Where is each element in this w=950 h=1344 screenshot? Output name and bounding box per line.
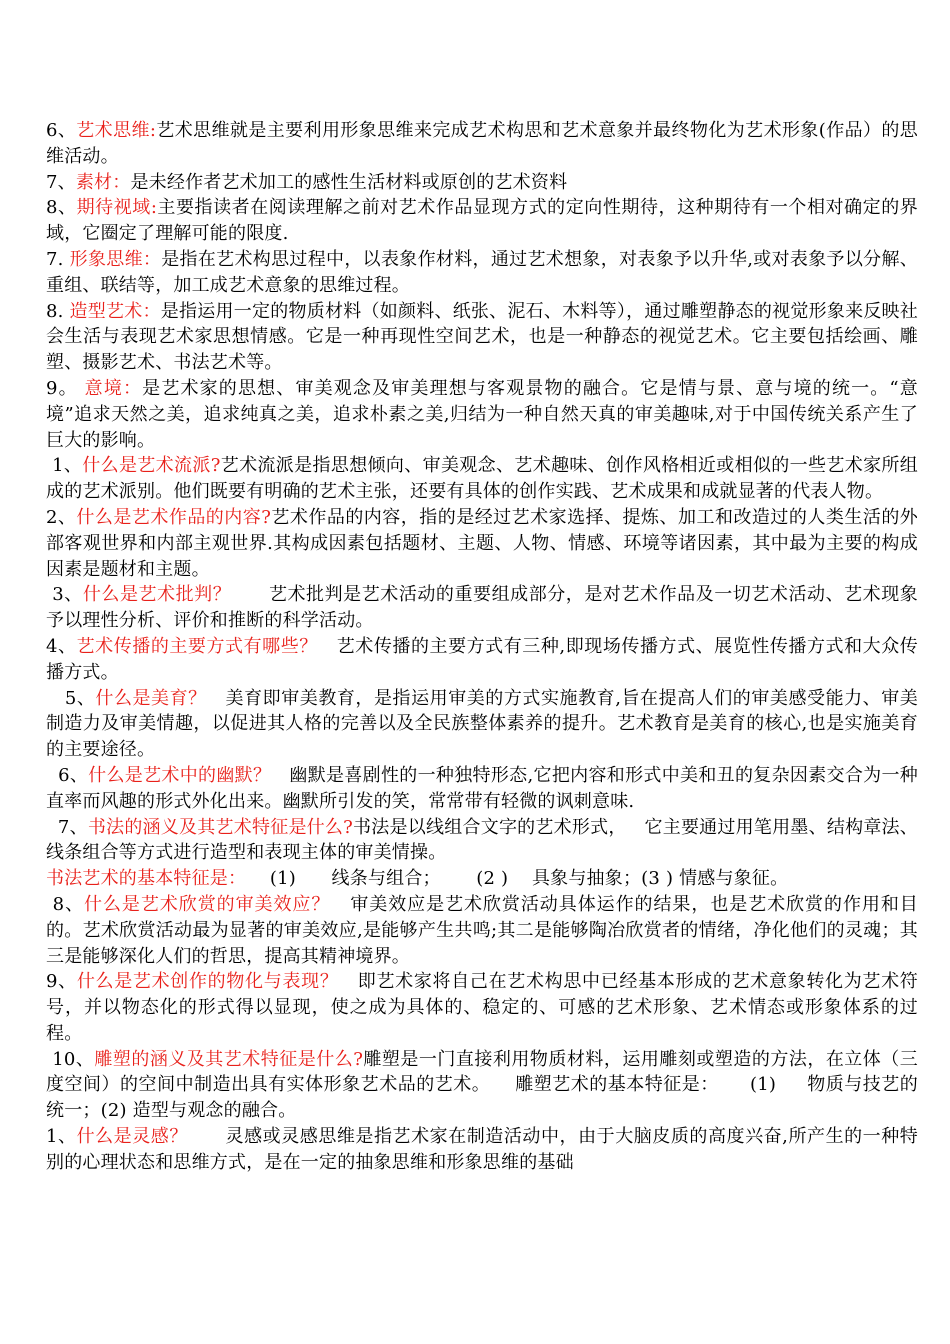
paragraph-number: 9、 <box>46 971 77 993</box>
paragraph-body: (1) 线条与组合； (2 ) 具象与抽象；(3 ) 情感与象征。 <box>246 868 789 890</box>
paragraph-term: 什么是艺术批判？ <box>82 584 232 606</box>
paragraph-body: 幽默是喜剧性的一种独特形态,它把内容和形式中美和丑的复杂因素交合为一种直率而风趣的形式外化出来。幽默所引发的笑，常常带有轻微的讽刺意味. <box>46 764 918 812</box>
paragraph-term: 形象思维： <box>69 248 162 270</box>
paragraph-number: 4、 <box>46 635 77 657</box>
paragraph-number: 8. <box>46 300 70 322</box>
paragraph-number: 6、 <box>46 764 89 786</box>
paragraph-body: 艺术思维就是主要利用形象思维来完成艺术构思和艺术意象并最终物化为艺术形象(作品）的思维活动。 <box>46 120 918 167</box>
paragraph-term: 书法艺术的基本特征是： <box>46 868 247 890</box>
paragraph-number: 1、 <box>46 455 83 477</box>
paragraph-term: 造型艺术： <box>69 300 161 322</box>
paragraph-number: 8、 <box>46 893 85 915</box>
paragraph-body: 艺术作品的内容，指的是经过艺术家选择、提炼、加工和改造过的人类生活的外部客观世界和内部主观世界.其构成因素包括题材、主题、人物、情感、环境等诸因素，其中最为主要的构成因素是题材和主题。 <box>46 506 918 580</box>
paragraph-term: 书法的涵义及其艺术特征是什么? <box>87 816 354 838</box>
paragraph <box>46 686 918 763</box>
paragraph <box>46 815 918 867</box>
paragraph-body: 审美效应是艺术欣赏活动具体运作的结果，也是艺术欣赏的作用和目的。艺术欣赏活动最为显著的审美效应,是能够产生共鸣;其二是能够陶冶欣赏者的情绪，净化他们的灵魂；其三是能够深化人们的哲思，提高其精神境界。 <box>46 893 918 967</box>
paragraph-body: 灵感或灵感思维是指艺术家在制造活动中，由于大脑皮质的高度兴奋,所产生的一种特别的心理状态和思维方式，是在一定的抽象思维和形象思维的基础 <box>46 1126 918 1173</box>
paragraph-body: 艺术传播的主要方式有三种,即现场传播方式、展览性传播方式和大众传播方式。 <box>46 635 918 683</box>
paragraph <box>46 892 918 969</box>
document-body <box>46 118 918 1176</box>
paragraph-body: 雕塑是一门直接利用物质材料，运用雕刻或塑造的方法，在立体（三度空间）的空间中制造出具有实体形象艺术品的艺术。 雕塑艺术的基本特征是： (1) 物质与技艺的统一；(2) 造型与观念的融合。 <box>46 1048 918 1122</box>
paragraph <box>46 118 918 170</box>
paragraph-body: 是指运用一定的物质材料（如颜料、纸张、泥石、木料等），通过雕塑静态的视觉形象来反映社会生活与表现艺术家思想情感。它是一种再现性空间艺术，也是一种静态的视觉艺术。它主要包括绘画、雕塑、摄影艺术、书法艺术等。 <box>46 300 919 374</box>
paragraph-body: 是指在艺术构思过程中，以表象作材料，通过艺术想象，对表象予以升华,或对表象予以分解、重组、联结等，加工成艺术意象的思维过程。 <box>46 248 919 296</box>
paragraph-term: 艺术传播的主要方式有哪些？ <box>76 635 318 657</box>
paragraph <box>46 453 918 505</box>
paragraph-term: 雕塑的涵义及其艺术特征是什么? <box>94 1048 364 1070</box>
paragraph-number: 1、 <box>46 1126 77 1148</box>
paragraph-body: 书法是以线组合文字的艺术形式， 它主要通过用笔用墨、结构章法、线条组合等方式进行造型和表现主体的审美情操。 <box>46 816 918 864</box>
paragraph <box>46 634 918 686</box>
paragraph-number: 8、 <box>46 197 77 219</box>
paragraph-body: 主要指读者在阅读理解之前对艺术作品显现方式的定向性期待，这种期待有一个相对确定的界域，它圈定了理解可能的限度. <box>46 197 918 245</box>
paragraph <box>46 763 918 815</box>
paragraph-number: 9。 <box>46 377 85 399</box>
paragraph-term: 艺术思维: <box>76 120 157 141</box>
paragraph-term: 素材： <box>75 171 131 193</box>
paragraph-number: 10、 <box>46 1048 95 1070</box>
paragraph-term: 什么是美育？ <box>95 687 207 709</box>
paragraph-number: 2、 <box>46 506 77 528</box>
paragraph <box>46 376 918 453</box>
paragraph-term: 什么是艺术创作的物化与表现？ <box>76 971 339 993</box>
paragraph-body: 艺术流派是指思想倾向、审美观念、艺术趣味、创作风格相近或相似的一些艺术家所组成的艺术派别。他们既要有明确的艺术主张，还要有具体的创作实践、艺术成果和成就显著的代表人物。 <box>46 455 918 503</box>
paragraph-body: 即艺术家将自己在艺术构思中已经基本形成的艺术意象转化为艺术符号，并以物态化的形式得以显现，使之成为具体的、稳定的、可感的艺术形象、艺术情态或形象体系的过程。 <box>46 971 918 1044</box>
paragraph-body: 是艺术家的思想、审美观念及审美理想与客观景物的融合。它是情与景、意与境的统一。“意境”追求天然之美，追求纯真之美，追求朴素之美,归结为一种自然天真的审美趣味,对于中国传统关系产生了巨大的影响。 <box>46 377 918 451</box>
paragraph-term: 什么是艺术中的幽默？ <box>88 764 272 786</box>
paragraph-number: 7、 <box>46 816 88 838</box>
paragraph <box>46 866 918 892</box>
paragraph-term: 什么是艺术欣赏的审美效应？ <box>84 893 331 915</box>
paragraph-number: 7. <box>46 248 70 270</box>
paragraph-term: 期待视域: <box>76 197 158 219</box>
paragraph <box>46 969 918 1046</box>
paragraph <box>46 170 918 196</box>
paragraph-term: 意境： <box>84 377 143 399</box>
paragraph <box>46 1124 918 1176</box>
paragraph-term: 什么是灵感？ <box>76 1126 188 1148</box>
paragraph-number: 5、 <box>46 687 96 709</box>
paragraph-term: 什么是艺术作品的内容? <box>76 506 272 528</box>
paragraph-term: 什么是艺术流派? <box>82 455 221 477</box>
paragraph <box>46 195 918 247</box>
paragraph-number: 3、 <box>46 584 83 606</box>
paragraph <box>46 1047 918 1124</box>
paragraph-body: 美育即审美教育，是指运用审美的方式实施教育,旨在提高人们的审美感受能力、审美制造力及审美情趣，以促进其人格的完善以及全民族整体素养的提升。艺术教育是美育的核心,也是实施美育的主要途径。 <box>46 687 918 761</box>
paragraph-number: 7、 <box>46 171 76 193</box>
paragraph <box>46 299 918 376</box>
paragraph-body: 是未经作者艺术加工的感性生活材料或原创的艺术资料 <box>130 171 568 193</box>
paragraph <box>46 505 918 582</box>
paragraph-number: 6、 <box>46 120 77 141</box>
paragraph <box>46 582 918 634</box>
paragraph <box>46 247 918 299</box>
paragraph-body: 艺术批判是艺术活动的重要组成部分，是对艺术作品及一切艺术活动、艺术现象予以理性分析、评价和推断的科学活动。 <box>46 584 918 632</box>
